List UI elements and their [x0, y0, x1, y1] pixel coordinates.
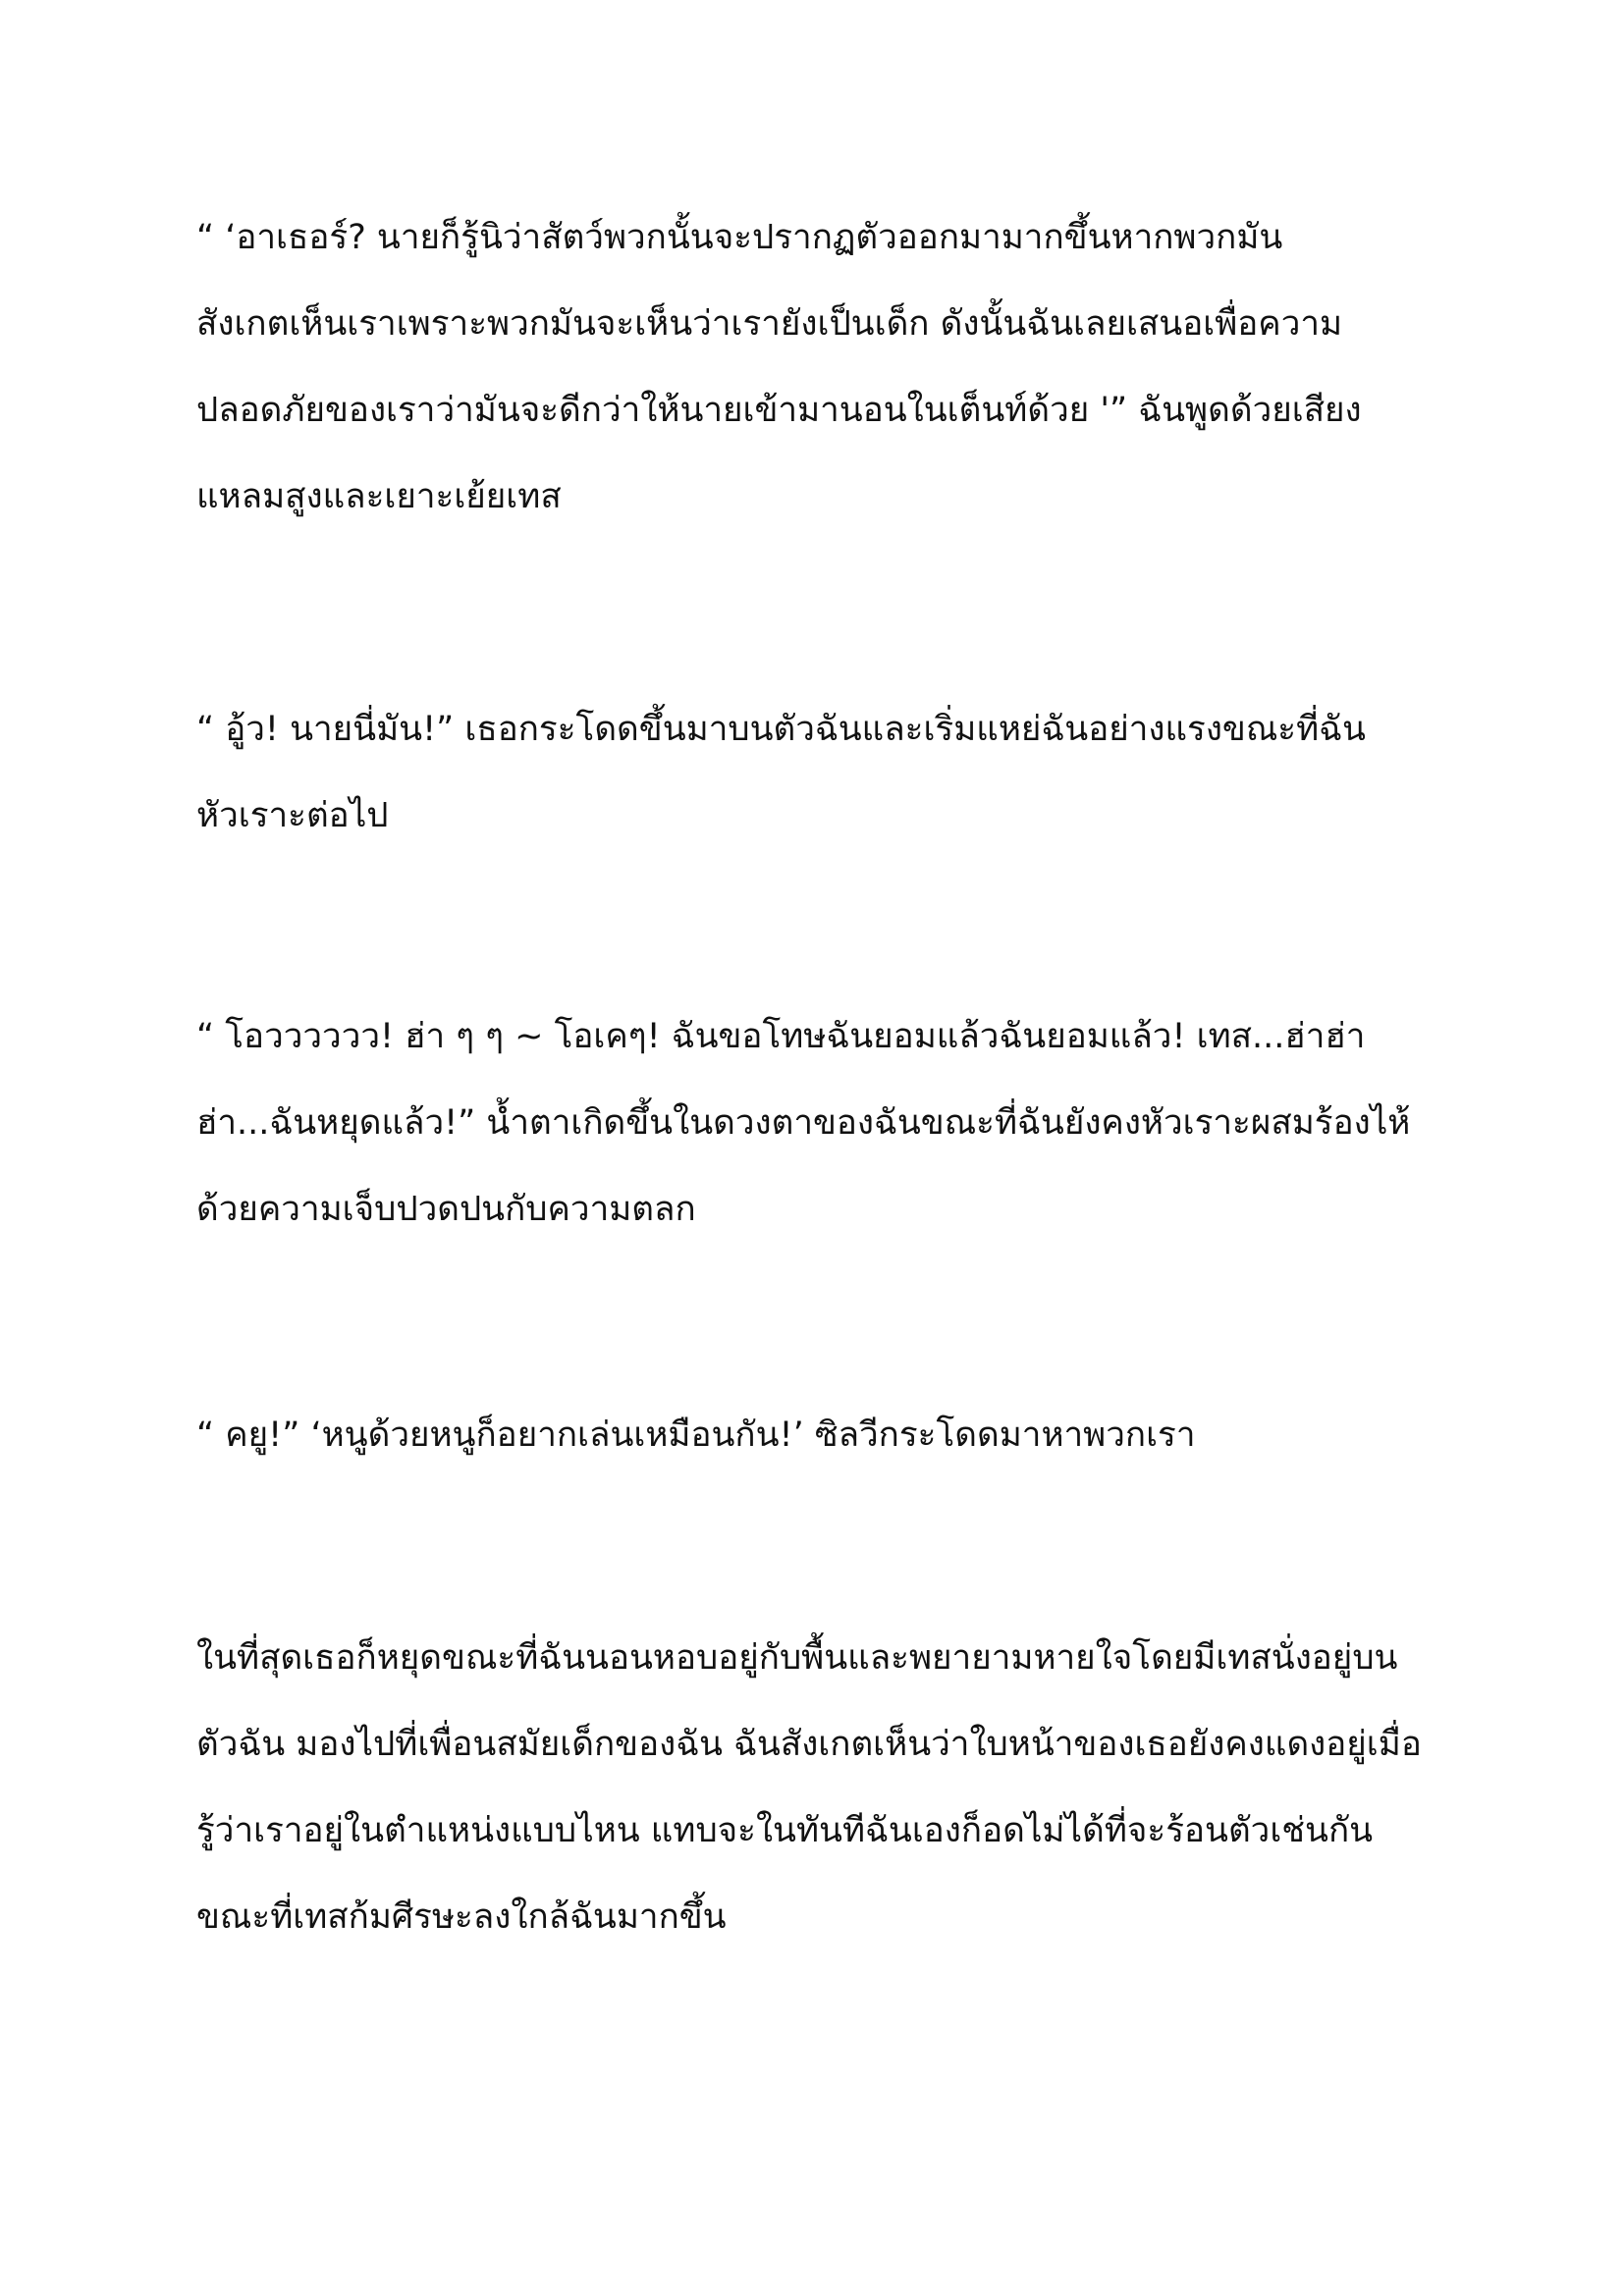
- text-line: ปลอดภัยของเราว่ามันจะดีกว่าให้นายเข้ามานอนในเต็นท์ด้วย '” ฉันพูดด้วยเสียง: [196, 391, 1362, 430]
- text-line: รู้ว่าเราอยู่ในตำแหน่งแบบไหน แทบจะในทันทีฉันเองก็อดไม่ได้ที่จะร้อนตัวเช่นกัน: [196, 1811, 1374, 1850]
- text-line: ด้วยความเจ็บปวดปนกับความตลก: [196, 1190, 696, 1229]
- text-line: แหลมสูงและเยาะเย้ยเทส: [196, 477, 562, 516]
- paragraph-1: [196, 194, 1453, 540]
- text-line: สังเกตเห็นเราเพราะพวกมันจะเห็นว่าเรายังเป็นเด็ก ดังนั้นฉันเลยเสนอเพื่อความ: [196, 304, 1343, 344]
- text-line: “ อู้ว! นายนี่มัน!” เธอกระโดดขึ้นมาบนตัวฉันและเริ่มแหย่ฉันอย่างแรงขณะที่ฉัน: [196, 710, 1366, 749]
- paragraph-5: [196, 1615, 1453, 1960]
- text-line: “ โอวววววว! ฮ่า ๆ ๆ ~ โอเคๆ! ฉันขอโทษฉันยอมแล้วฉันยอมแล้ว! เทส...ฮ่าฮ่า: [196, 1017, 1366, 1056]
- text-line: ในที่สุดเธอก็หยุดขณะที่ฉันนอนหอบอยู่กับพื้นและพยายามหายใจโดยมีเทสนั่งอยู่บน: [196, 1638, 1398, 1678]
- paragraph-3: [196, 993, 1453, 1253]
- text-line: “ คยู!” ‘หนูด้วยหนูก็อยากเล่นเหมือนกัน!’ ซิลวีกระโดดมาหาพวกเรา: [196, 1415, 1196, 1455]
- text-line: ฮ่า...ฉันหยุดแล้ว!” น้ำตาเกิดขึ้นในดวงตาของฉันขณะที่ฉันยังคงหัวเราะผสมร้องไห้: [196, 1103, 1411, 1143]
- paragraph-2: [196, 686, 1453, 859]
- paragraph-4: [196, 1392, 1453, 1478]
- text-line: ตัวฉัน มองไปที่เพื่อนสมัยเด็กของฉัน ฉันสังเกตเห็นว่าใบหน้าของเธอยังคงแดงอยู่เมื่อ: [196, 1725, 1422, 1764]
- text-line: ขณะที่เทสก้มศีรษะลงใกล้ฉันมากขึ้น: [196, 1897, 727, 1937]
- text-line: “ ‘อาเธอร์? นายก็รู้นิว่าสัตว์พวกนั้นจะปรากฏตัวออกมามากขึ้นหากพวกมัน: [196, 218, 1283, 257]
- text-line: หัวเราะต่อไป: [196, 796, 389, 835]
